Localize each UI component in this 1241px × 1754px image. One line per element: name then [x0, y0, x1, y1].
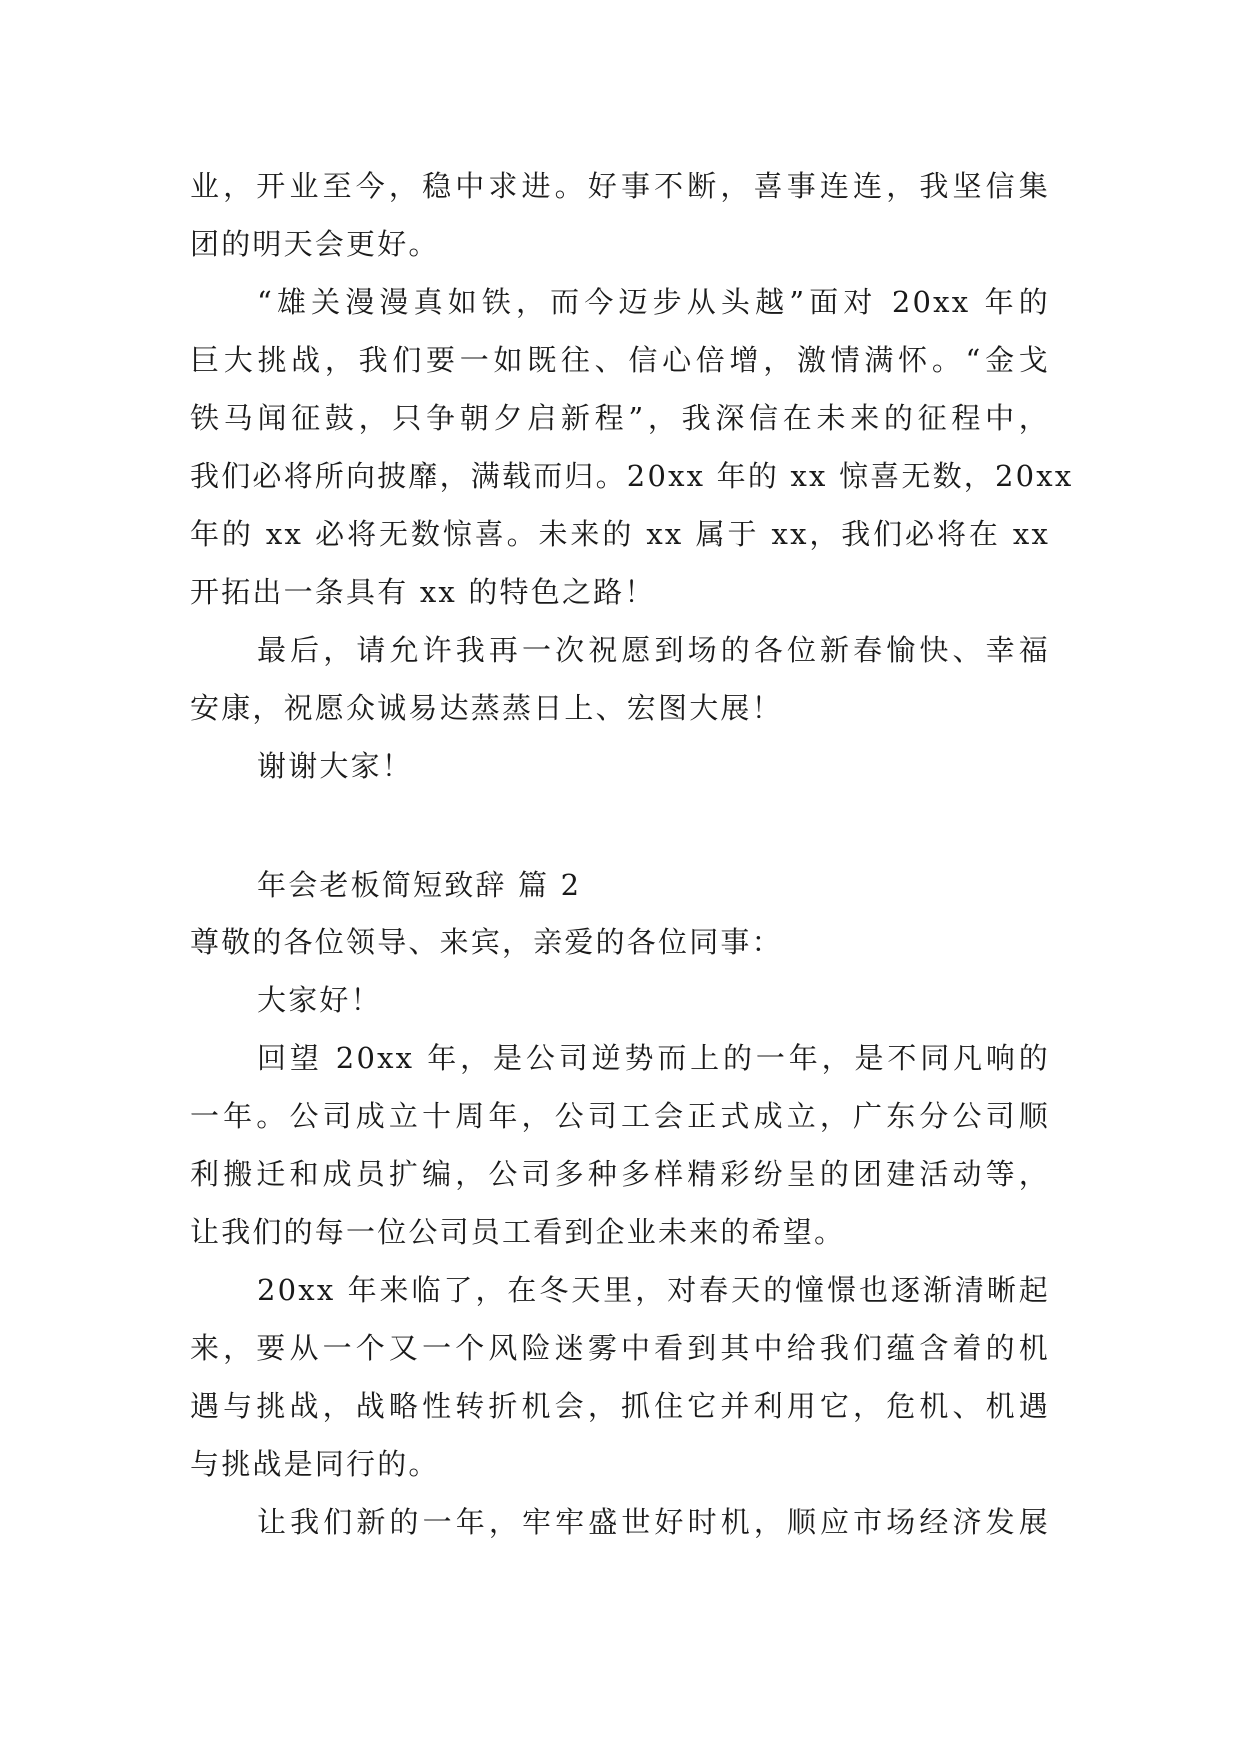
text-line: 遇与挑战，战略性转折机会，抓住它并利用它，危机、机遇 [190, 1389, 1050, 1423]
text-line: 年的 xx 必将无数惊喜。未来的 xx 属于 xx，我们必将在 xx [190, 517, 1050, 551]
greeting: 大家好！ [257, 983, 382, 1017]
section-heading: 年会老板简短致辞 篇 2 [257, 868, 582, 902]
text-line: 20xx 年来临了，在冬天里，对春天的憧憬也逐渐清晰起 [257, 1273, 1050, 1307]
text-line: 让我们的每一位公司员工看到企业未来的希望。 [190, 1215, 846, 1249]
text-line: 谢谢大家！ [257, 749, 414, 783]
text-line: 最后，请允许我再一次祝愿到场的各位新春愉快、幸福 [257, 633, 1050, 667]
salutation: 尊敬的各位领导、来宾，亲爱的各位同事： [190, 925, 783, 959]
text-line: 一年。公司成立十周年，公司工会正式成立，广东分公司顺 [190, 1099, 1050, 1133]
text-line: 铁马闻征鼓，只争朝夕启新程”，我深信在未来的征程中， [190, 401, 1050, 435]
text-line: 巨大挑战，我们要一如既往、信心倍增，激情满怀。“金戈 [190, 343, 1050, 377]
text-line: 让我们新的一年，牢牢盛世好时机，顺应市场经济发展 [257, 1505, 1050, 1539]
text-line: 与挑战是同行的。 [190, 1447, 440, 1481]
text-line: 我们必将所向披靡，满载而归。20xx 年的 xx 惊喜无数，20xx [190, 459, 1074, 493]
text-line: “雄关漫漫真如铁，而今迈步从头越”面对 20xx 年的 [257, 285, 1050, 319]
text-line: 业，开业至今，稳中求进。好事不断，喜事连连，我坚信集 [190, 169, 1050, 203]
text-line: 利搬迁和成员扩编，公司多种多样精彩纷呈的团建活动等， [190, 1157, 1050, 1191]
text-line: 安康，祝愿众诚易达蒸蒸日上、宏图大展！ [190, 691, 783, 725]
text-line: 回望 20xx 年，是公司逆势而上的一年，是不同凡响的 [257, 1041, 1050, 1075]
text-line: 来，要从一个又一个风险迷雾中看到其中给我们蕴含着的机 [190, 1331, 1050, 1365]
text-line: 团的明天会更好。 [190, 227, 440, 261]
text-line: 开拓出一条具有 xx 的特色之路！ [190, 575, 656, 609]
